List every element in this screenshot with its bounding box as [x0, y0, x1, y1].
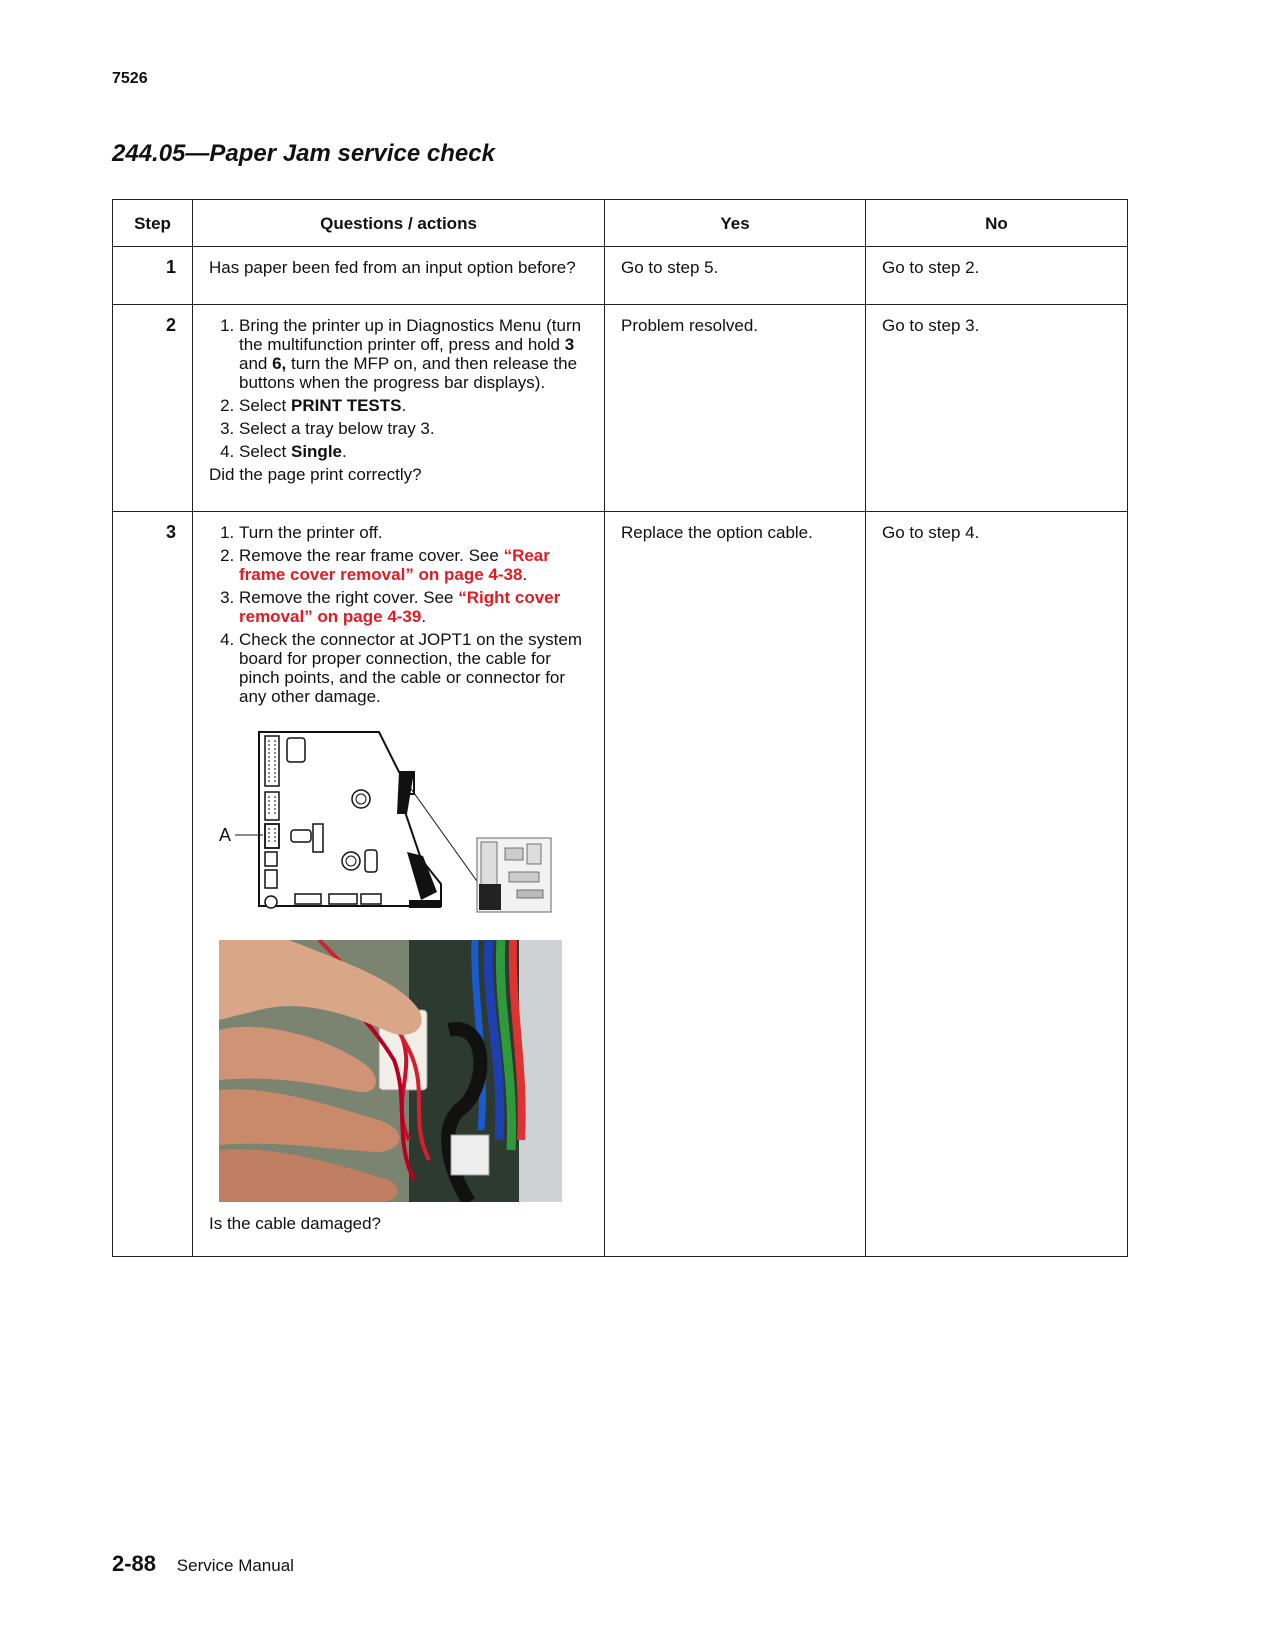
step-number: 1 [113, 247, 193, 305]
no-action: Go to step 3. [866, 305, 1128, 512]
page-title: 244.05—Paper Jam service check [112, 140, 495, 167]
rear-frame-cover-link[interactable]: “Rear frame cover removal” on page 4-38 [239, 546, 550, 584]
table-row [113, 305, 1128, 512]
list-item: 2. Remove the rear frame cover. See “Rear frame cover removal” on page 4-38. [239, 546, 588, 584]
yes-action: Go to step 5. [605, 247, 866, 305]
list-item: 2. Select PRINT TESTS. [239, 396, 588, 415]
step-actions [193, 305, 605, 512]
cable-connector-photo [219, 940, 562, 1202]
action-list [209, 316, 588, 461]
list-item: 1. Turn the printer off. [239, 523, 588, 542]
list-item: 4. Select Single. [239, 442, 588, 461]
table-row [113, 247, 1128, 305]
no-action: Go to step 4. [866, 512, 1128, 1257]
col-header-no: No [866, 200, 1128, 247]
step-number: 2 [113, 305, 193, 512]
col-header-step: Step [113, 200, 193, 247]
table-header-row [113, 200, 1128, 247]
list-item: 3. Remove the right cover. See “Right cover removal” on page 4-39. [239, 588, 588, 626]
step-question: Is the cable damaged? [209, 1214, 382, 1233]
step-number: 3 [113, 512, 193, 1257]
list-item: 1. Bring the printer up in Diagnostics Menu (turn the multifunction printer off, press and hold 3 and 6, turn the MFP on, and then release the buttons when the progress bar displays). [239, 316, 588, 392]
col-header-questions: Questions / actions [193, 200, 605, 247]
step-question: Did the page print correctly? [209, 465, 422, 484]
model-number: 7526 [112, 70, 148, 87]
yes-action: Problem resolved. [605, 305, 866, 512]
service-check-table [112, 199, 1128, 1257]
no-action: Go to step 2. [866, 247, 1128, 305]
step-question: Has paper been fed from an input option before? [193, 247, 605, 305]
list-item: 3. Select a tray below tray 3. [239, 419, 588, 438]
list-item: 4. Check the connector at JOPT1 on the system board for proper connection, the cable for pinch points, and the cable or connector for any other damage. [239, 630, 588, 706]
system-board-drawing [209, 724, 589, 914]
page-footer [112, 1551, 294, 1577]
callout-label: A [219, 825, 232, 845]
table-row [113, 512, 1128, 1257]
system-board-diagram [209, 724, 588, 918]
step-actions [193, 512, 605, 1257]
right-cover-link[interactable]: “Right cover removal” on page 4-39 [239, 588, 561, 626]
action-list [209, 523, 588, 706]
page-number: 2-88 [112, 1551, 157, 1576]
yes-action: Replace the option cable. [605, 512, 866, 1257]
col-header-yes: Yes [605, 200, 866, 247]
book-title: Service Manual [176, 1556, 294, 1575]
